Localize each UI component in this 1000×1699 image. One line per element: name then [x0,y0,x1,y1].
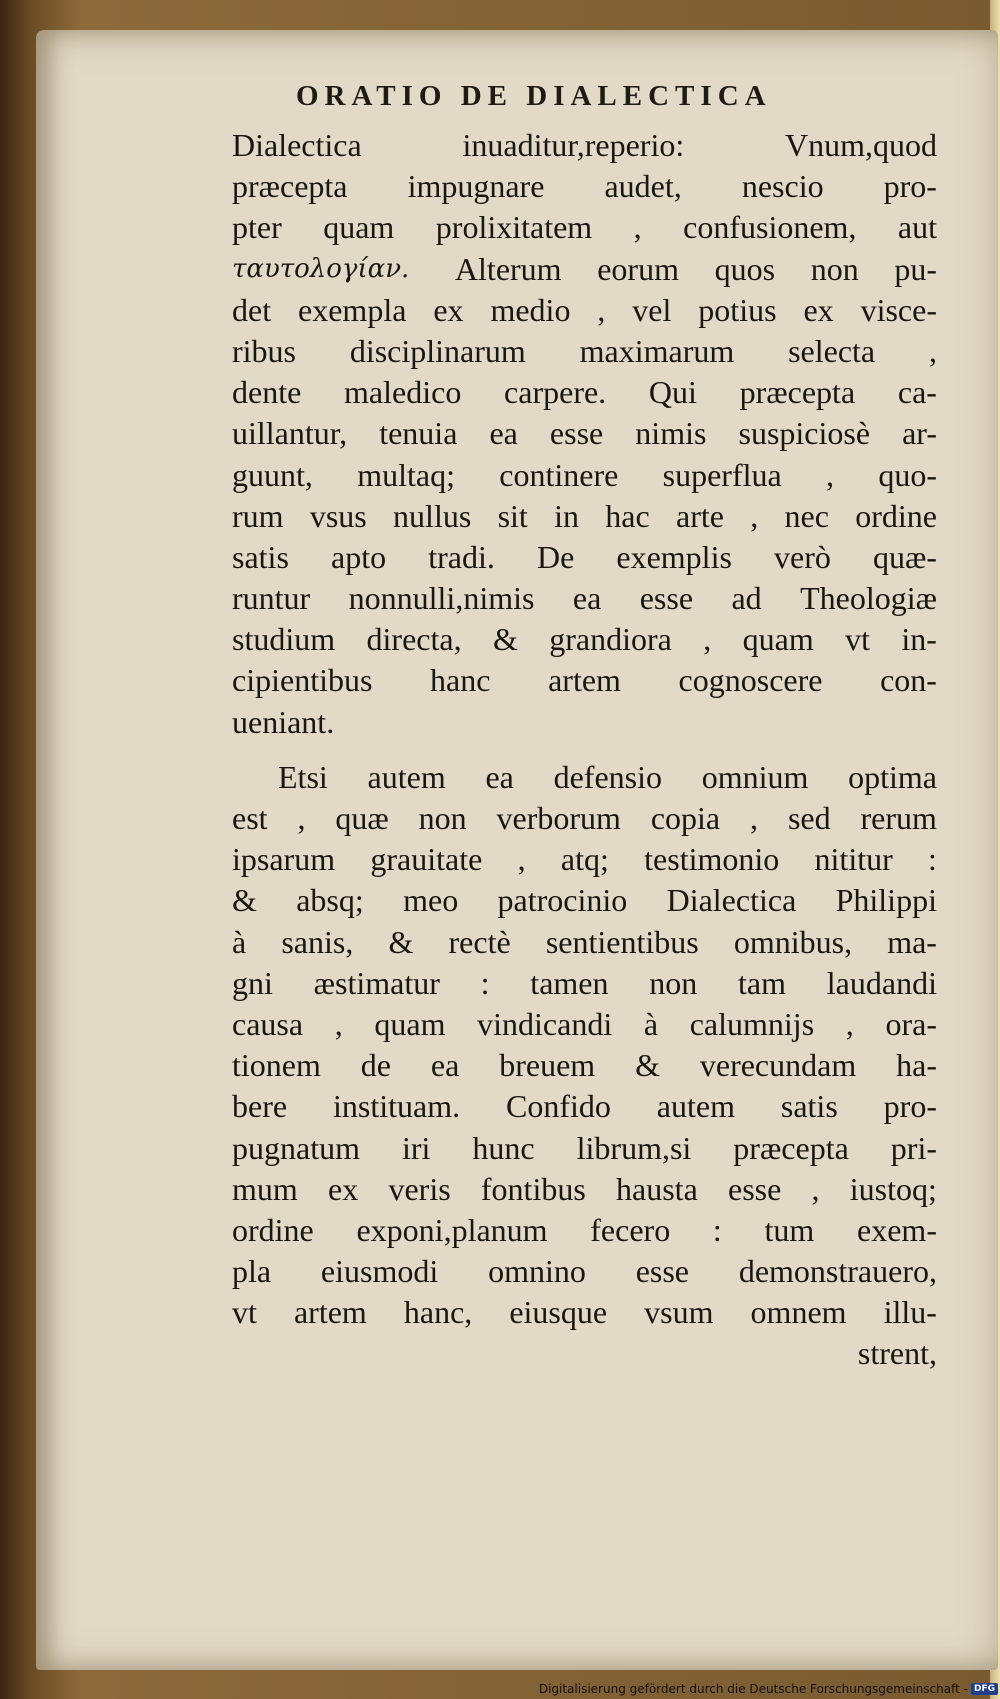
word: tum [764,1211,815,1248]
word: autem [656,1088,735,1125]
word: tradi. [428,538,495,575]
word: Qui [648,374,697,411]
word: vt [845,621,870,658]
word: præcepta [739,374,856,411]
word: Alterum [454,250,562,287]
word: potius [698,291,777,328]
text-line [232,290,937,331]
word: eiusque [509,1294,608,1331]
word: præcepta [232,168,348,205]
text-line [232,207,937,248]
word: esse [549,415,604,452]
word: guunt, [232,456,313,493]
word: esse [635,1253,689,1290]
word: maledico [344,374,462,411]
word: rerum [860,800,937,836]
word: exempla [298,291,407,328]
word: artem [293,1294,367,1331]
word: in- [901,621,937,658]
word: patrocinio [497,882,628,919]
word: selecta [788,332,876,369]
word: aut [897,209,937,246]
word: sit [497,497,528,534]
word: tam [738,964,786,1001]
text-line [232,1128,937,1169]
word: non [810,250,859,287]
word: omnibus, [733,923,853,960]
word: rum [232,497,284,534]
word: verò [774,538,831,575]
text-line [232,1045,937,1086]
word: pter [232,209,282,246]
word: hunc [472,1129,535,1166]
word: quæ- [872,538,937,575]
word: superflua [662,456,782,493]
word: sentientibus [545,923,699,960]
word: ar- [902,415,937,452]
word: dente [232,374,302,411]
word: exem- [857,1211,937,1248]
word: & [492,621,518,658]
word: studium [232,621,336,658]
word: Confido [505,1088,611,1125]
text-line [232,880,937,921]
word: ora- [885,1005,937,1042]
word: bere [232,1088,288,1125]
word: ueniant. [232,703,335,740]
word: atq; [560,841,609,878]
word: det [232,291,272,328]
word: librum,si [576,1129,692,1166]
word: autem [367,758,446,795]
word: uillantur, [232,415,348,452]
word: continere [499,456,619,493]
digitization-footer [538,1680,998,1698]
word: mum [232,1170,298,1207]
running-title: ORATIO DE DIALECTICA [296,80,772,112]
word: ha- [896,1047,937,1084]
word: apto [331,538,387,575]
greek-word: ταυτολογίαν. [232,253,410,284]
word: hanc [430,662,491,699]
word: grandiora [549,621,672,658]
word: eiusmodi [320,1253,439,1290]
text-line [232,963,937,1004]
dfg-logo: DFG [971,1683,998,1695]
word: carpere. [504,374,607,411]
text-line [232,619,937,660]
word: inuaditur,reperio: [462,127,685,163]
word: ex [433,291,464,328]
text-line [232,1251,937,1292]
text-line [232,455,937,496]
word: vsum [644,1294,714,1331]
word: , [703,621,712,658]
word: eorum [597,250,679,287]
text-line [232,660,937,701]
word: De [536,538,575,575]
text-line [232,331,937,372]
word: ordine [232,1211,314,1248]
word: visce- [860,291,937,328]
word: quæ [335,800,389,836]
word: exemplis [616,538,732,575]
word: , [297,800,306,836]
word: fontibus [480,1170,586,1207]
word: laudandi [826,964,937,1001]
word: cipientibus [232,662,373,699]
paragraph-gap [232,743,937,757]
word: : [480,964,490,1001]
word: exponi,planum [356,1211,548,1248]
word: iri [401,1129,431,1166]
word: vel [632,291,672,328]
word: defensio [553,758,662,795]
word: ex [328,1170,359,1207]
word: : [928,841,937,878]
word: quam [742,621,814,658]
word: calumnijs [689,1005,815,1042]
word: , [750,497,759,534]
word: rectè [448,923,511,960]
text-line [232,1210,937,1251]
word: de [360,1047,391,1084]
word: tamen [530,964,609,1001]
word: ea [489,415,518,452]
word: artem [548,662,621,699]
text-line [232,922,937,963]
word: quos [714,250,776,287]
word: hac [605,497,650,534]
word: non [649,964,698,1001]
word: pu- [894,250,937,287]
word: est [232,800,268,836]
word: esse [728,1170,782,1207]
word: satis [232,538,289,575]
word: quo- [878,456,937,493]
word: fecero [590,1211,671,1248]
word: , [334,1005,343,1042]
word: præcepta [733,1129,849,1166]
word: à [232,923,247,960]
word: in [554,497,579,534]
text-line [232,413,937,454]
word: demonstrauero, [738,1253,937,1290]
word: vsus [309,497,367,534]
word: suspiciosè [738,415,871,452]
word: hanc, [403,1294,473,1331]
word: nimis [635,415,707,452]
word: ea [485,758,514,795]
word: veris [388,1170,451,1207]
word: pugnatum [232,1129,360,1166]
word: directa, [366,621,462,658]
word: Vnum,quod [785,127,937,163]
word: strent, [857,1335,937,1372]
word: ea [572,580,602,617]
text-line [232,166,937,207]
word: ma- [887,923,937,960]
word: Philippi [835,882,937,919]
word: tionem [232,1047,321,1084]
word: & [635,1047,660,1084]
word: ex [803,291,834,328]
word: Etsi [278,758,328,795]
word: , [928,332,937,369]
word: : [712,1211,722,1248]
word: vindicandi [477,1005,613,1042]
word: ribus [232,332,296,369]
text-line [232,1086,937,1127]
word: ad [731,580,762,617]
word: , [517,841,526,878]
word: & [388,923,414,960]
word: confusionem, [683,209,857,246]
text-line [232,578,937,619]
text-line [232,1333,937,1374]
footer-text: Digitalisierung gefördert durch die Deutsche Forschungsgemeinschaft - [538,1682,968,1696]
text-line [232,372,937,413]
word: , [633,209,642,246]
word: maximarum [579,332,735,369]
word: prolixitatem [435,209,593,246]
word: cognoscere [678,662,823,699]
word: omnino [488,1253,586,1290]
word: pro- [883,168,937,205]
word: breuem [499,1047,596,1084]
word: verborum [496,800,621,836]
word: disciplinarum [349,332,526,369]
word: vt [232,1294,257,1331]
word: medio [490,291,571,328]
word: pri- [890,1129,937,1166]
word: multaq; [357,456,455,493]
word: Dialectica [666,882,797,919]
text-line [232,1292,937,1333]
word: omnem [750,1294,847,1331]
text-line [232,839,937,880]
word: ipsarum [232,841,336,878]
word: arte [676,497,724,534]
word: ea [430,1047,460,1084]
word: à [643,1005,659,1042]
word: sanis, [281,923,354,960]
word: non [418,800,467,836]
word: instituam. [332,1088,461,1125]
word: audet, [604,168,682,205]
word: quam [374,1005,446,1042]
word: , [750,800,759,836]
word: quam [323,209,395,246]
word: causa [232,1005,304,1042]
word: pro- [883,1088,937,1125]
word: , [826,456,835,493]
text-line [232,537,937,578]
word: nonnulli,nimis [348,580,535,617]
text-line [232,757,937,798]
word: testimonio [644,841,780,878]
word: copia [650,800,721,836]
word: , [597,291,606,328]
text-line [232,702,937,743]
word: grauitate [370,841,483,878]
body-text [232,125,937,1375]
word: runtur [232,580,311,617]
text-line [232,125,937,166]
text-line [232,1004,937,1045]
word: nescio [741,168,824,205]
word: ca- [897,374,937,411]
word: nec [784,497,829,534]
word: meo [403,882,459,919]
word: & [232,882,257,919]
word: Dialectica [232,127,362,163]
text-line [232,496,937,537]
word: nititur [814,841,893,878]
word: satis [780,1088,838,1125]
word: impugnare [407,168,545,205]
word: ordine [855,497,937,534]
word: tenuia [379,415,458,452]
word: nullus [393,497,472,534]
word: pla [232,1253,272,1290]
word: omnium [701,758,809,795]
word: sed [787,800,831,836]
word: con- [880,662,937,699]
word: illu- [883,1294,937,1331]
text-line [232,249,937,290]
word: esse [639,580,694,617]
word: absq; [296,882,364,919]
word: æstimatur [313,964,440,1001]
word: iustoq; [849,1170,937,1207]
word: , [845,1005,854,1042]
word: hausta [616,1170,698,1207]
word: Theologiæ [800,580,937,617]
text-line [232,798,937,839]
word: verecundam [699,1047,857,1084]
word: gni [232,964,273,1001]
text-line [232,1169,937,1210]
word: optima [848,758,937,795]
word: , [811,1170,820,1207]
